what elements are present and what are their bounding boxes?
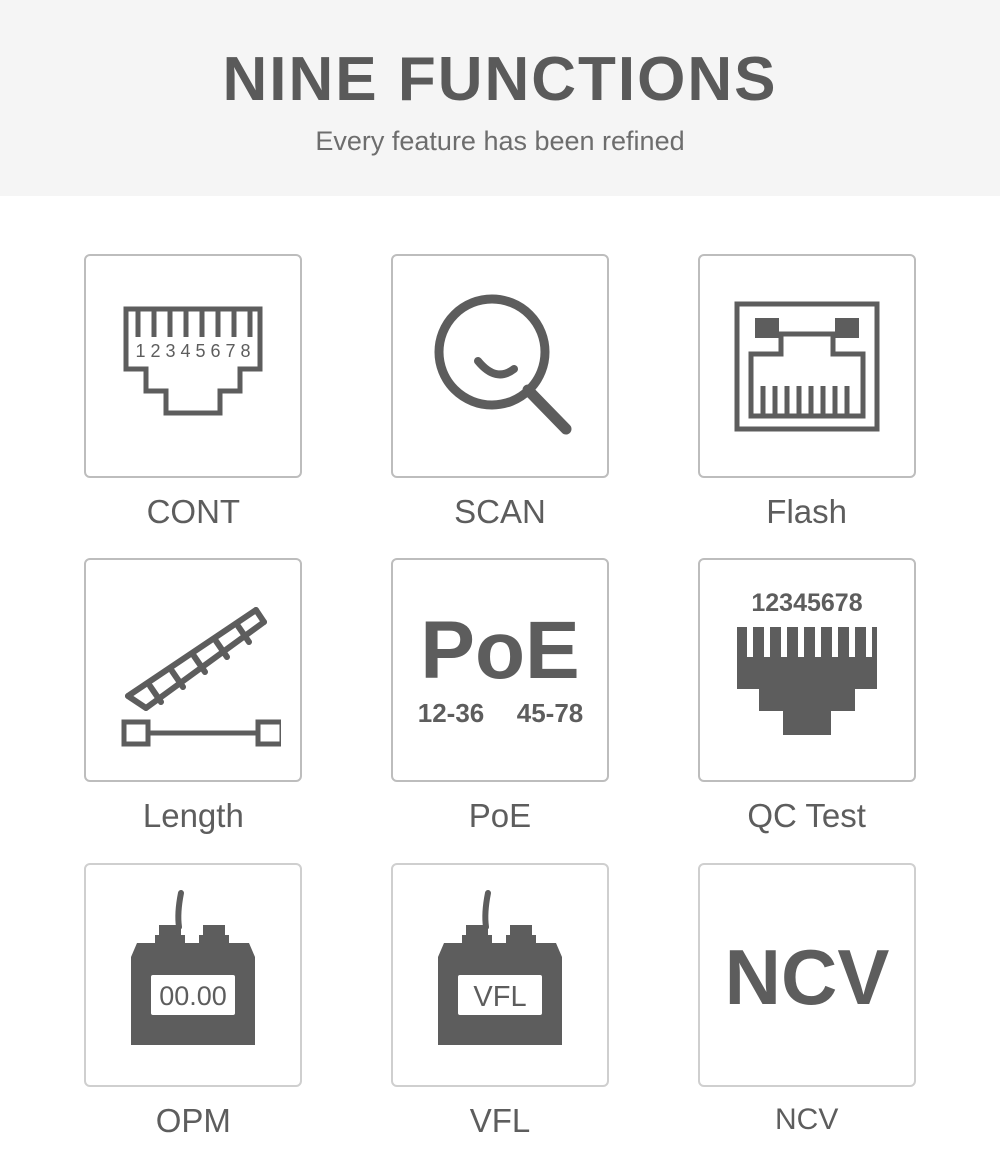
icon-box-length <box>84 558 302 782</box>
icon-box-opm <box>84 863 302 1087</box>
feature-label-scan: SCAN <box>454 493 546 530</box>
page-header <box>0 0 1000 196</box>
feature-label-poe: PoE <box>468 797 532 835</box>
poe-title-text: PoE <box>420 605 580 697</box>
feature-cell-length <box>40 558 347 834</box>
ncv-text-icon <box>712 920 902 1030</box>
visual-fault-locator-icon <box>410 885 590 1065</box>
icon-box-qc-test <box>698 558 916 782</box>
poe-pins-left-text: 12-36 <box>417 698 485 729</box>
optical-power-meter-icon <box>103 885 283 1065</box>
icon-box-ncv <box>698 863 916 1087</box>
icon-box-cont <box>84 254 302 478</box>
feature-label-ncv: NCV <box>774 1102 839 1136</box>
feature-label-qc-test: QC Test <box>747 797 866 835</box>
feature-cell-vfl <box>347 863 654 1139</box>
magnifier-icon <box>420 289 580 444</box>
feature-grid <box>0 254 1000 1139</box>
icon-box-vfl <box>391 863 609 1087</box>
qc-pin-numbers: 12345678 <box>751 589 863 618</box>
feature-label-opm: OPM <box>155 1101 231 1139</box>
feature-cell-qc-test <box>653 558 960 834</box>
page-subtitle: Every feature has been refined <box>315 126 685 157</box>
feature-cell-ncv <box>653 863 960 1139</box>
rj45-pin-numbers-icon <box>108 291 278 441</box>
feature-cell-flash <box>653 254 960 530</box>
rj45-port-icon <box>727 294 887 439</box>
rj45-solid-icon <box>719 585 894 755</box>
page-title: NINE FUNCTIONS <box>222 44 778 114</box>
feature-label-flash: Flash <box>766 493 847 530</box>
icon-box-scan <box>391 254 609 478</box>
feature-cell-opm <box>40 863 347 1139</box>
ncv-display-value: NCV <box>724 932 889 1021</box>
poe-text-icon <box>405 600 595 740</box>
feature-label-cont: CONT <box>146 493 241 530</box>
poe-pins-right-text: 45-78 <box>516 698 584 729</box>
icon-box-flash <box>698 254 916 478</box>
icon-box-poe <box>391 558 609 782</box>
feature-cell-cont <box>40 254 347 530</box>
feature-label-vfl: VFL <box>469 1101 531 1139</box>
feature-cell-scan <box>347 254 654 530</box>
cont-pin-numbers: 1 2 3 4 5 6 7 8 <box>135 341 251 361</box>
opm-display-value: 00.00 <box>159 980 228 1011</box>
feature-label-length: Length <box>142 797 244 835</box>
feature-cell-poe <box>347 558 654 834</box>
vfl-display-value: VFL <box>473 980 527 1013</box>
ruler-measure-icon <box>106 588 281 753</box>
